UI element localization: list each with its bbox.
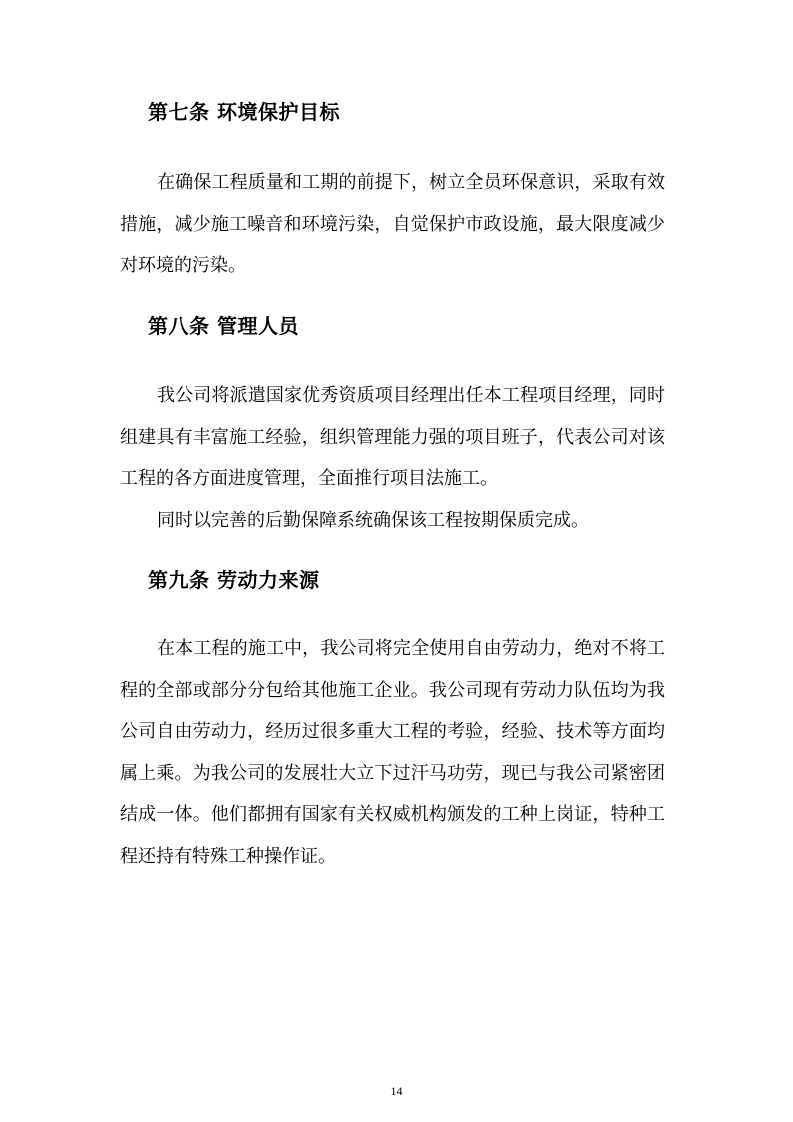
page-number: 14 bbox=[390, 1084, 403, 1098]
section-heading-management: 第八条 管理人员 bbox=[148, 314, 299, 338]
paragraph-logistics: 同时以完善的后勤保障系统确保该工程按期保质完成。 bbox=[157, 510, 589, 531]
section-heading-environment: 第七条 环境保护目标 bbox=[148, 100, 340, 124]
paragraph-environment-goal: 在确保工程质量和工期的前提下，树立全员环保意识，采取有效措施，减少施工噪音和环境污染，自觉保护市政设施，最大限度减少对环境的污染。 bbox=[120, 172, 665, 277]
paragraph-management-staff: 我公司将派遣国家优秀资质项目经理出任本工程项目经理，同时组建具有丰富施工经验，组织管理能力强的项目班子，代表公司对该工程的各方面进度管理，全面推行项目法施工。 bbox=[120, 385, 665, 490]
paragraph-labor-source: 在本工程的施工中，我公司将完全使用自由劳动力，绝对不将工程的全部或部分分包给其他施工企业。我公司现有劳动力队伍均为我公司自由劳动力，经历过很多重大工程的考验，经验、技术等方面均属上乘。为我公司的发展壮大立下过汗马功劳，现已与我公司紧密团结成一体。他们都拥有国家有关权威机构颁发的工种上岗证，特种工程还持有特殊工种操作证。 bbox=[120, 638, 665, 867]
section-heading-labor: 第九条 劳动力来源 bbox=[148, 568, 320, 592]
